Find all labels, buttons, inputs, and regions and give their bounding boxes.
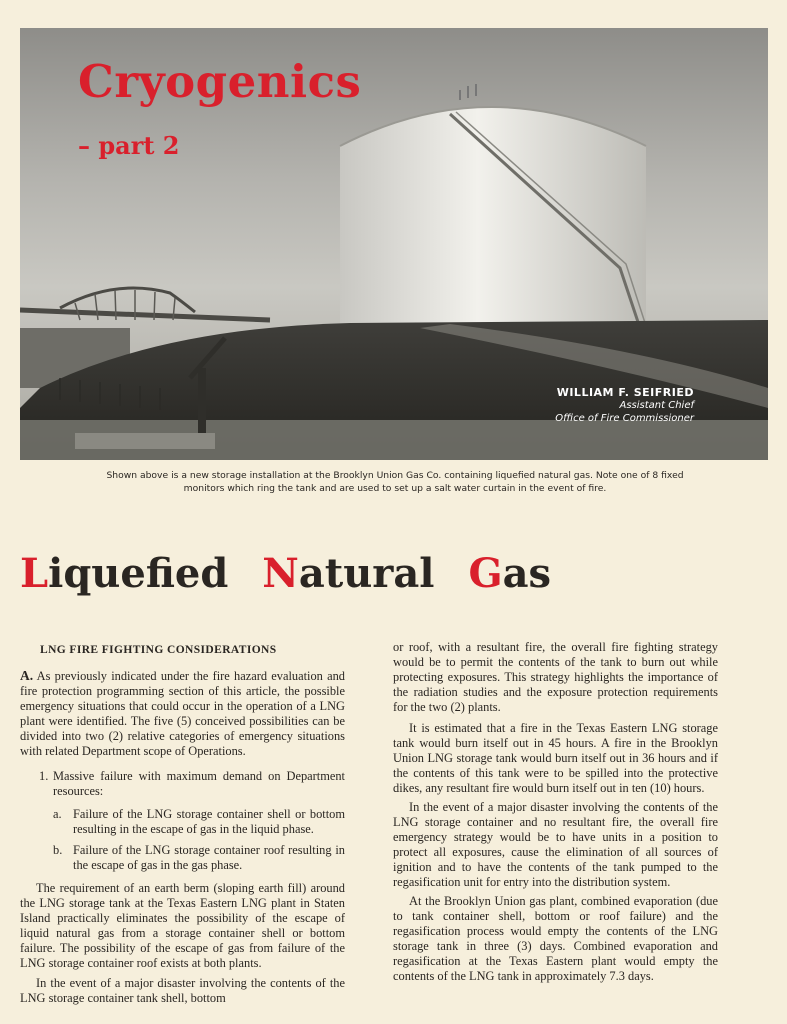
paragraph-evaporation: At the Brooklyn Union gas plant, combined evaporation (due to tank container shell, bottom or roof failure) and the regasification process would empty the contents of the LNG storage tank in three (3) days. Combined evaporation and regasification at the Texas Eastern plant would empty the contents of the LNG tank in approximately 7.3 days. [393,894,718,983]
sub-item-text: Failure of the LNG storage container roof resulting in the escape of gas in the gas phase. [73,843,345,872]
emergency-list [20,769,345,873]
sub-item-letter: b. [53,843,63,857]
article-column-right [393,640,718,984]
sub-list-item [53,843,345,873]
paragraph-disaster: In the event of a major disaster involving the contents of the LNG storage container tank shell, bottom [20,976,345,1005]
paragraph-a-label: A. [20,668,34,683]
author-name: WILLIAM F. SEIFRIED [556,386,694,399]
author-byline [555,386,694,425]
list-item-text: Massive failure with maximum demand on Department resources: [53,769,345,798]
paragraph-no-fire: In the event of a major disaster involving the contents of the LNG storage container and no resultant fire, the overall fire emergency strategy would be to have units in a position to protect all exposures, cause the elimination of all sources of ignition and to have the contents of the tank pumped to the regasification unit for entry into the distribution system. [393,800,718,889]
fire-monitor [198,368,206,433]
sub-list-item [53,807,345,837]
list-item-number: 1. [39,769,49,783]
article-headline [20,550,551,597]
headline-word-2: atural [298,550,435,597]
photo-caption: Shown above is a new storage installation at the Brooklyn Union Gas Co. containing liquefied natural gas. Note one of 8 fixed monitors which ring the tank and are used to set up a salt water curtain in the event of fire. [106,470,684,494]
author-office: Office of Fire Commissioner [555,413,694,424]
article-column-left [20,640,345,1006]
sub-list [53,807,345,873]
headline-word-3: as [502,550,552,597]
list-item [39,769,345,873]
sub-item-letter: a. [53,807,62,821]
paragraph-a [20,668,345,759]
sub-item-text: Failure of the LNG storage container shell or bottom resulting in the escape of gas in the liquid phase. [73,807,345,836]
tank-shape [340,107,646,330]
page-subtitle: – part 2 [78,131,180,160]
headline-cap-n: N [262,550,299,597]
paragraph-a-text: As previously indicated under the fire hazard evaluation and fire protection programming section of this article, the possible emergency situations that could occur in the operation of a LNG plant were identified. The five (5) conceived possibilities can be divided into two (2) relative categories of emergency situations with related Department scope of Operations. [20,669,345,758]
paragraph-burn-time: It is estimated that a fire in the Texas Eastern LNG storage tank would burn itself out in 45 hours. A fire in the Brooklyn Union LNG storage tank would burn itself out in 36 hours and if the contents of this tank were to be spilled into the protective dikes, any resultant fire would burn itself out in ten (10) hours. [393,721,718,795]
headline-cap-l: L [20,550,49,597]
page-title: Cryogenics [78,55,362,108]
headline-cap-g: G [468,550,503,597]
paragraph-berm: The requirement of an earth berm (sloping earth fill) around the LNG storage tank at the Texas Eastern LNG plant in Staten Island practically eliminates the possibility of the escape of liquid natural gas from a storage container shell or bottom failure. The possibility of the escape of gas from failure of the LNG storage container roof exists at both plants. [20,881,345,970]
section-heading: LNG FIRE FIGHTING CONSIDERATIONS [40,644,277,656]
headline-word-1: iquefied [48,550,229,597]
storage-tank-photo [20,28,768,460]
paragraph-disaster-continued: or roof, with a resultant fire, the overall fire fighting strategy would be to permit the contents of the tank to burn out while protecting exposures. This strategy highlights the importance of the radiation studies and the exposure protection requirements for the two (2) plants. [393,640,718,714]
author-role: Assistant Chief [619,400,694,411]
